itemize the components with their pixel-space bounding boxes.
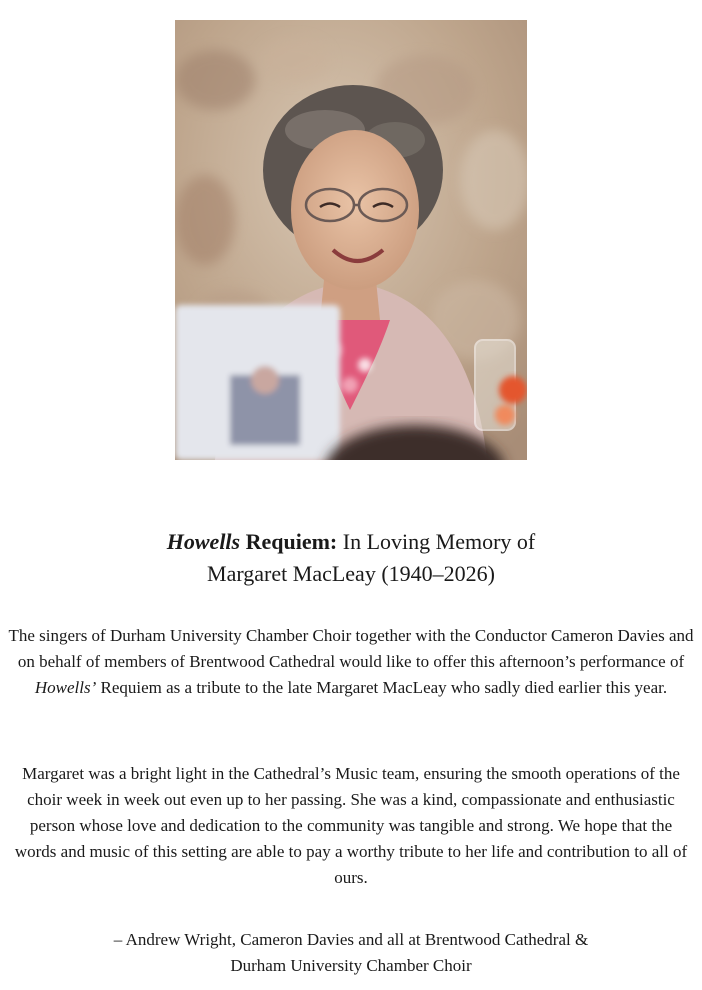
memorial-portrait-photo (175, 20, 527, 460)
tribute-paragraph-2: Margaret was a bright light in the Cathedral’s Music team, ensuring the smooth operations of the choir week in week out even up to her passing. She was a kind, compassionate and enthusiastic person whose love and dedication to the community was tangible and strong. We hope that the words and music of this setting are able to pay a worthy tribute to her life and contribution to all of ours. (14, 764, 688, 887)
dedication-text: In Loving Memory of (342, 529, 536, 554)
paragraph1-text-end: Requiem as a tribute to the late Margaret MacLeay who sadly died earlier this year. (96, 678, 668, 697)
memorial-title (0, 526, 702, 590)
paragraph1-italic-composer: Howells’ (34, 678, 97, 697)
signature-block (8, 927, 694, 979)
signature-line-1: – Andrew Wright, Cameron Davies and all at Brentwood Cathedral & (113, 930, 589, 949)
title-line-2: Margaret MacLeay (1940–2026) (207, 561, 495, 586)
composer-name: Howells (166, 529, 241, 554)
tribute-paragraph-1 (8, 623, 694, 701)
work-name: Requiem: (245, 529, 338, 554)
title-line-1 (0, 526, 702, 558)
portrait-photo-icon (175, 20, 527, 460)
paragraph1-text-start: The singers of Durham University Chamber Choir together with the Conductor Cameron Davies and on behalf of members of Brentwood Cathedral would like to offer this afternoon’s performance of (8, 626, 694, 671)
signature-line-2: Durham University Chamber Choir (230, 956, 472, 975)
